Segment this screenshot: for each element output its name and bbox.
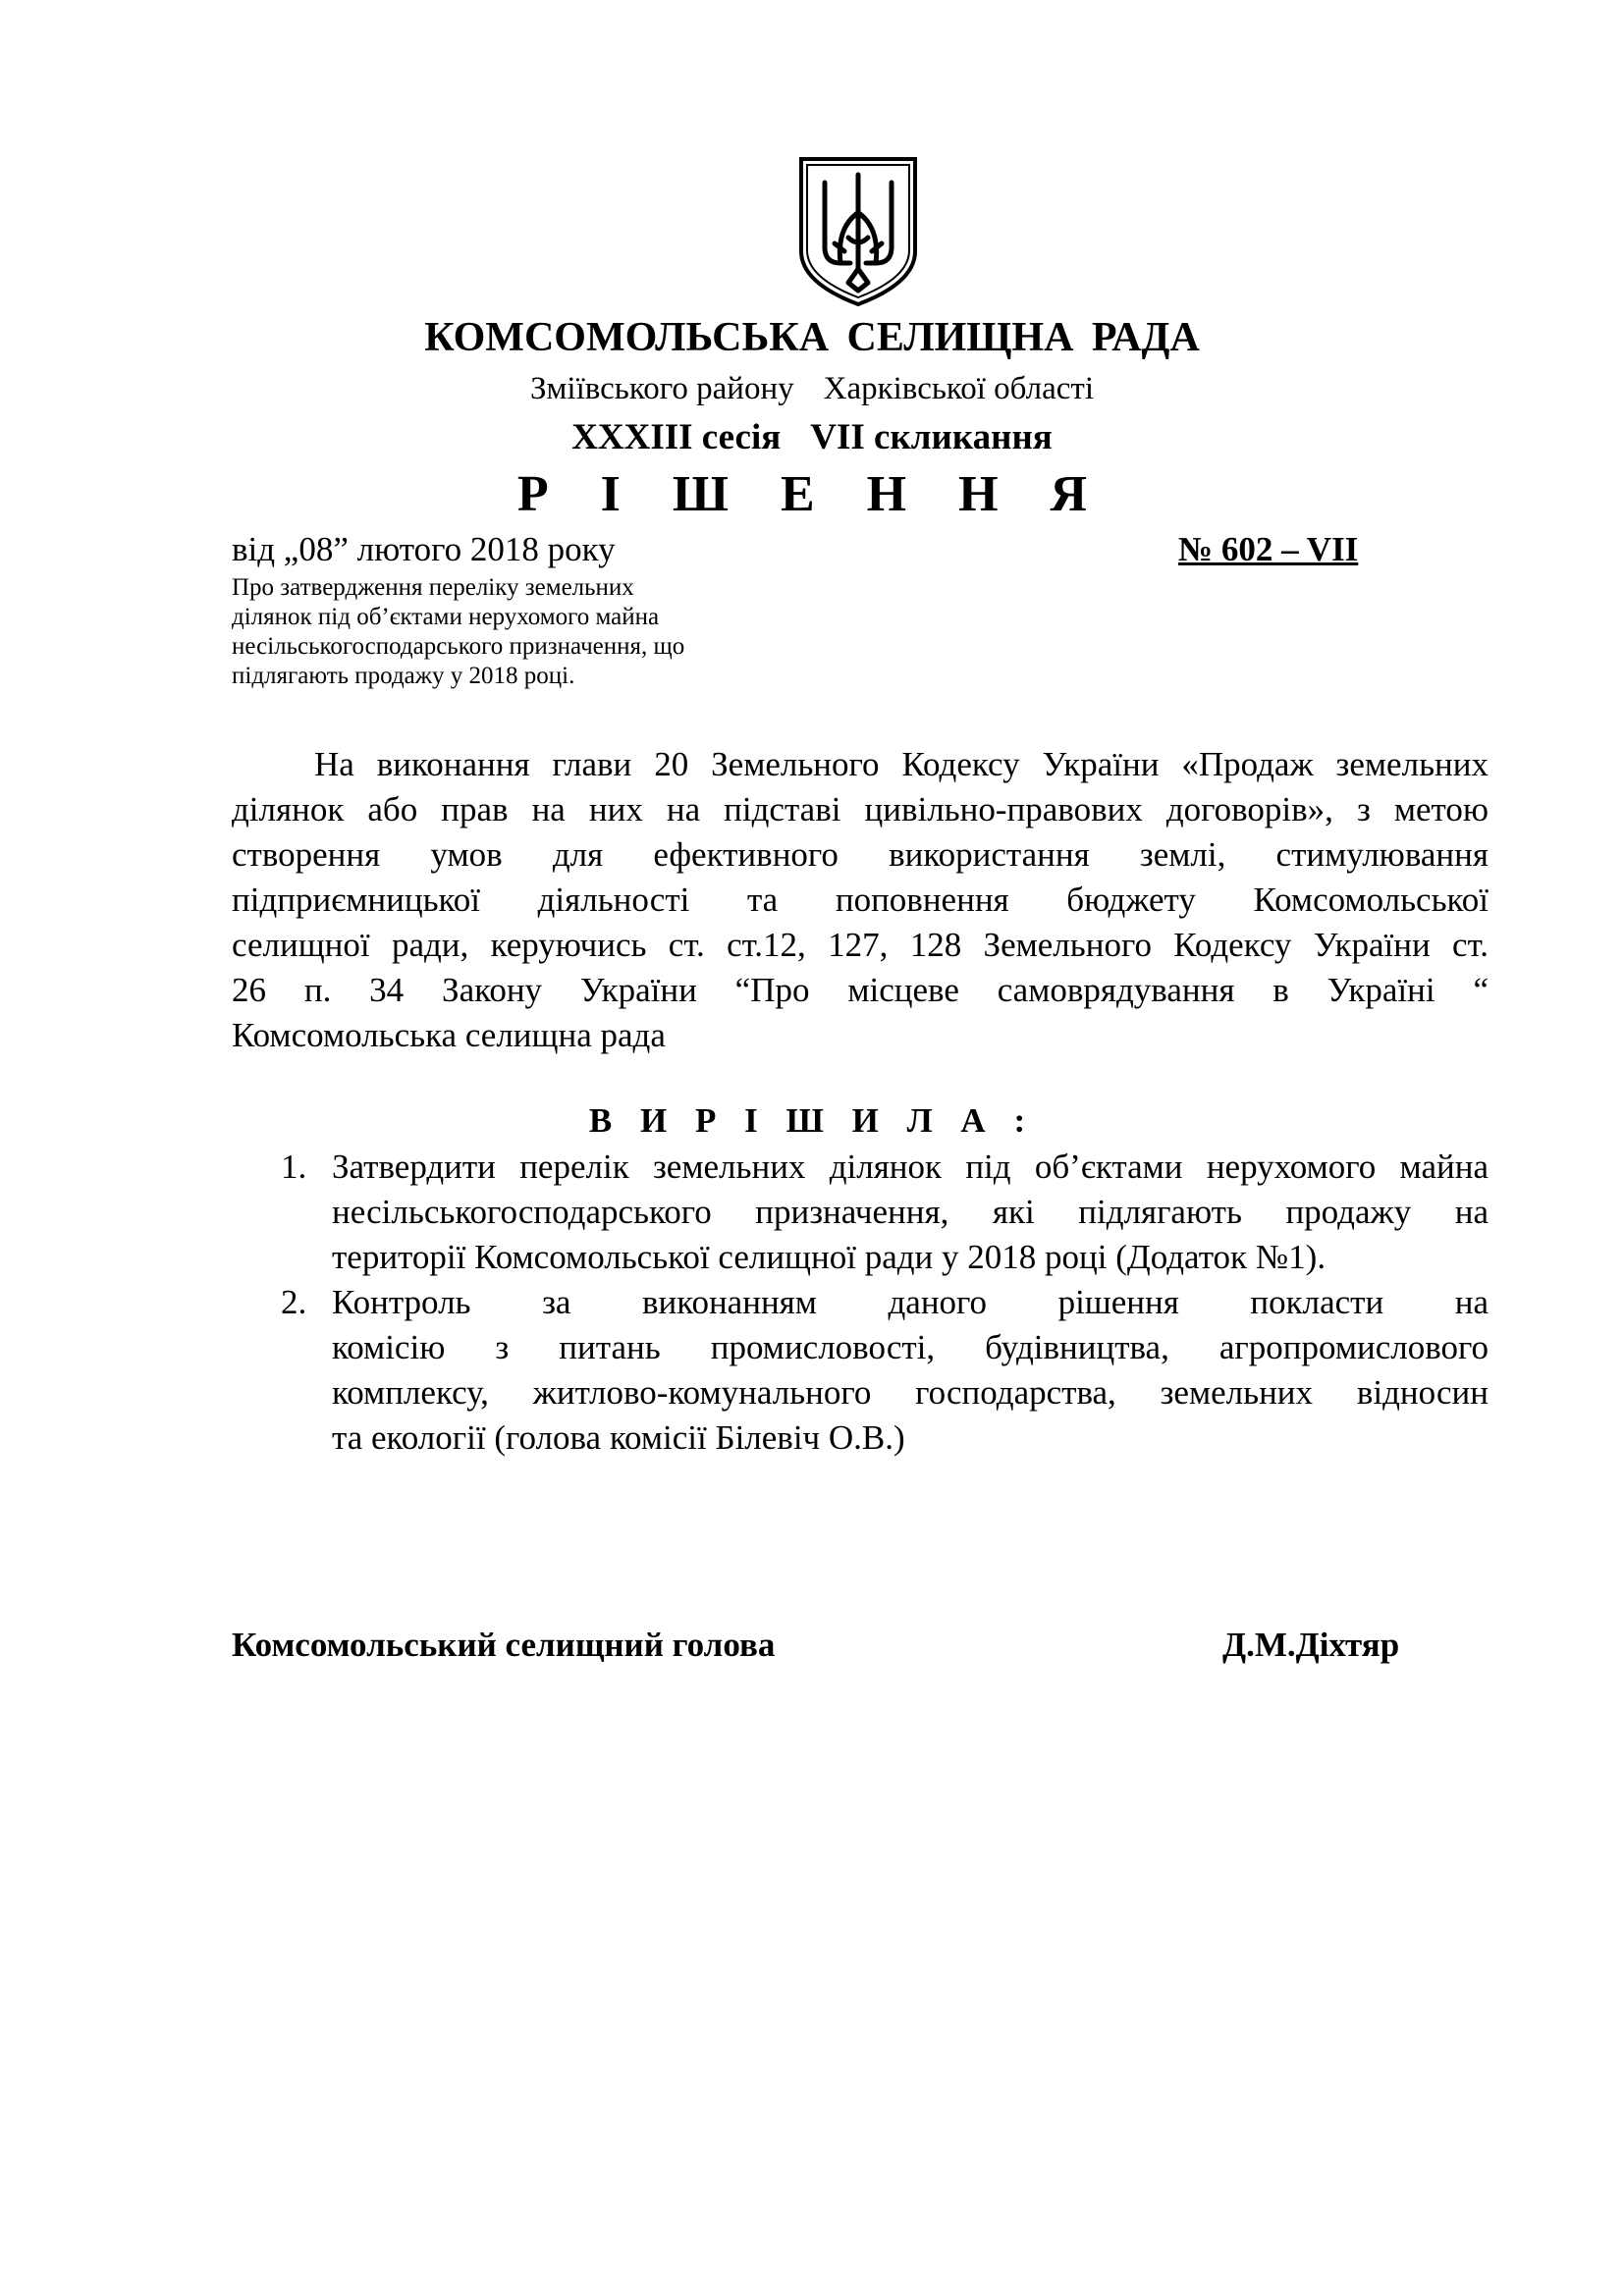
- council-name: КОМСОМОЛЬСЬКА СЕЛИЩНА РАДА: [424, 315, 1200, 360]
- resolved-heading: В И Р І Ш И Л А :: [588, 1101, 1036, 1140]
- convocation: VII скликання: [810, 417, 1053, 457]
- item-line: комплексу, житлово-комунального господарства, земельних відносин: [332, 1373, 1489, 1412]
- session-line: [0, 416, 1624, 458]
- coat-of-arms-icon: [780, 153, 937, 310]
- document-type: Р І Ш Е Н Н Я: [516, 466, 1108, 522]
- list-item: [232, 1280, 1489, 1461]
- preamble-line: створення умов для ефективного використання землі, стимулювання: [232, 835, 1489, 874]
- preamble-line: На виконання глави 20 Земельного Кодексу України «Продаж земельних: [314, 745, 1489, 783]
- item-line: несільськогосподарського призначення, які підлягають продажу на: [332, 1193, 1489, 1231]
- subject-line: ділянок під об’єктами нерухомого майна: [232, 604, 660, 630]
- subject-line: несільськогосподарського призначення, що: [232, 633, 685, 660]
- preamble-line: підприємницької діяльності та поповнення бюджету Комсомольської: [232, 881, 1489, 919]
- preamble-line: ділянок або прав на них на підставі цивільно-правових договорів», з метою: [232, 790, 1489, 828]
- signatory-name: Д.М.Діхтяр: [1222, 1626, 1400, 1664]
- subject-line: підлягають продажу у 2018 році.: [232, 663, 575, 689]
- item-number: 2.: [281, 1283, 307, 1321]
- preamble: [232, 742, 1489, 1058]
- decision-number: № 602 – VII: [1178, 530, 1359, 568]
- item-line: Затвердити перелік земельних ділянок під об’єктами нерухомого майна: [332, 1148, 1489, 1186]
- session-number: XXXIII сесія: [571, 417, 782, 457]
- decision-date: від „08” лютого 2018 року: [232, 530, 616, 568]
- region-name: Харківської області: [823, 371, 1094, 406]
- preamble-line: селищної ради, керуючись ст. ст.12, 127, 128 Земельного Кодексу України ст.: [232, 926, 1489, 964]
- item-line: території Комсомольської селищної ради у 2018 році (Додаток №1).: [332, 1238, 1326, 1276]
- decision-subject: [232, 573, 684, 691]
- preamble-line: 26 п. 34 Закону України “Про місцеве самоврядування в Україні “: [232, 971, 1489, 1009]
- item-number: 1.: [281, 1148, 307, 1186]
- subject-line: Про затвердження переліку земельних: [232, 574, 634, 601]
- item-line: комісію з питань промисловості, будівництва, агропромислового: [332, 1328, 1489, 1366]
- list-item: [232, 1145, 1489, 1280]
- district-name: Зміївського району: [530, 371, 794, 406]
- preamble-line: Комсомольська селищна рада: [232, 1016, 666, 1054]
- signatory-title: Комсомольський селищний голова: [232, 1626, 776, 1664]
- item-line: та екології (голова комісії Білевіч О.В.): [332, 1418, 905, 1457]
- item-line: Контроль за виконанням даного рішення покласти на: [332, 1283, 1489, 1321]
- district-line: [0, 371, 1624, 407]
- resolution-list: [232, 1145, 1489, 1461]
